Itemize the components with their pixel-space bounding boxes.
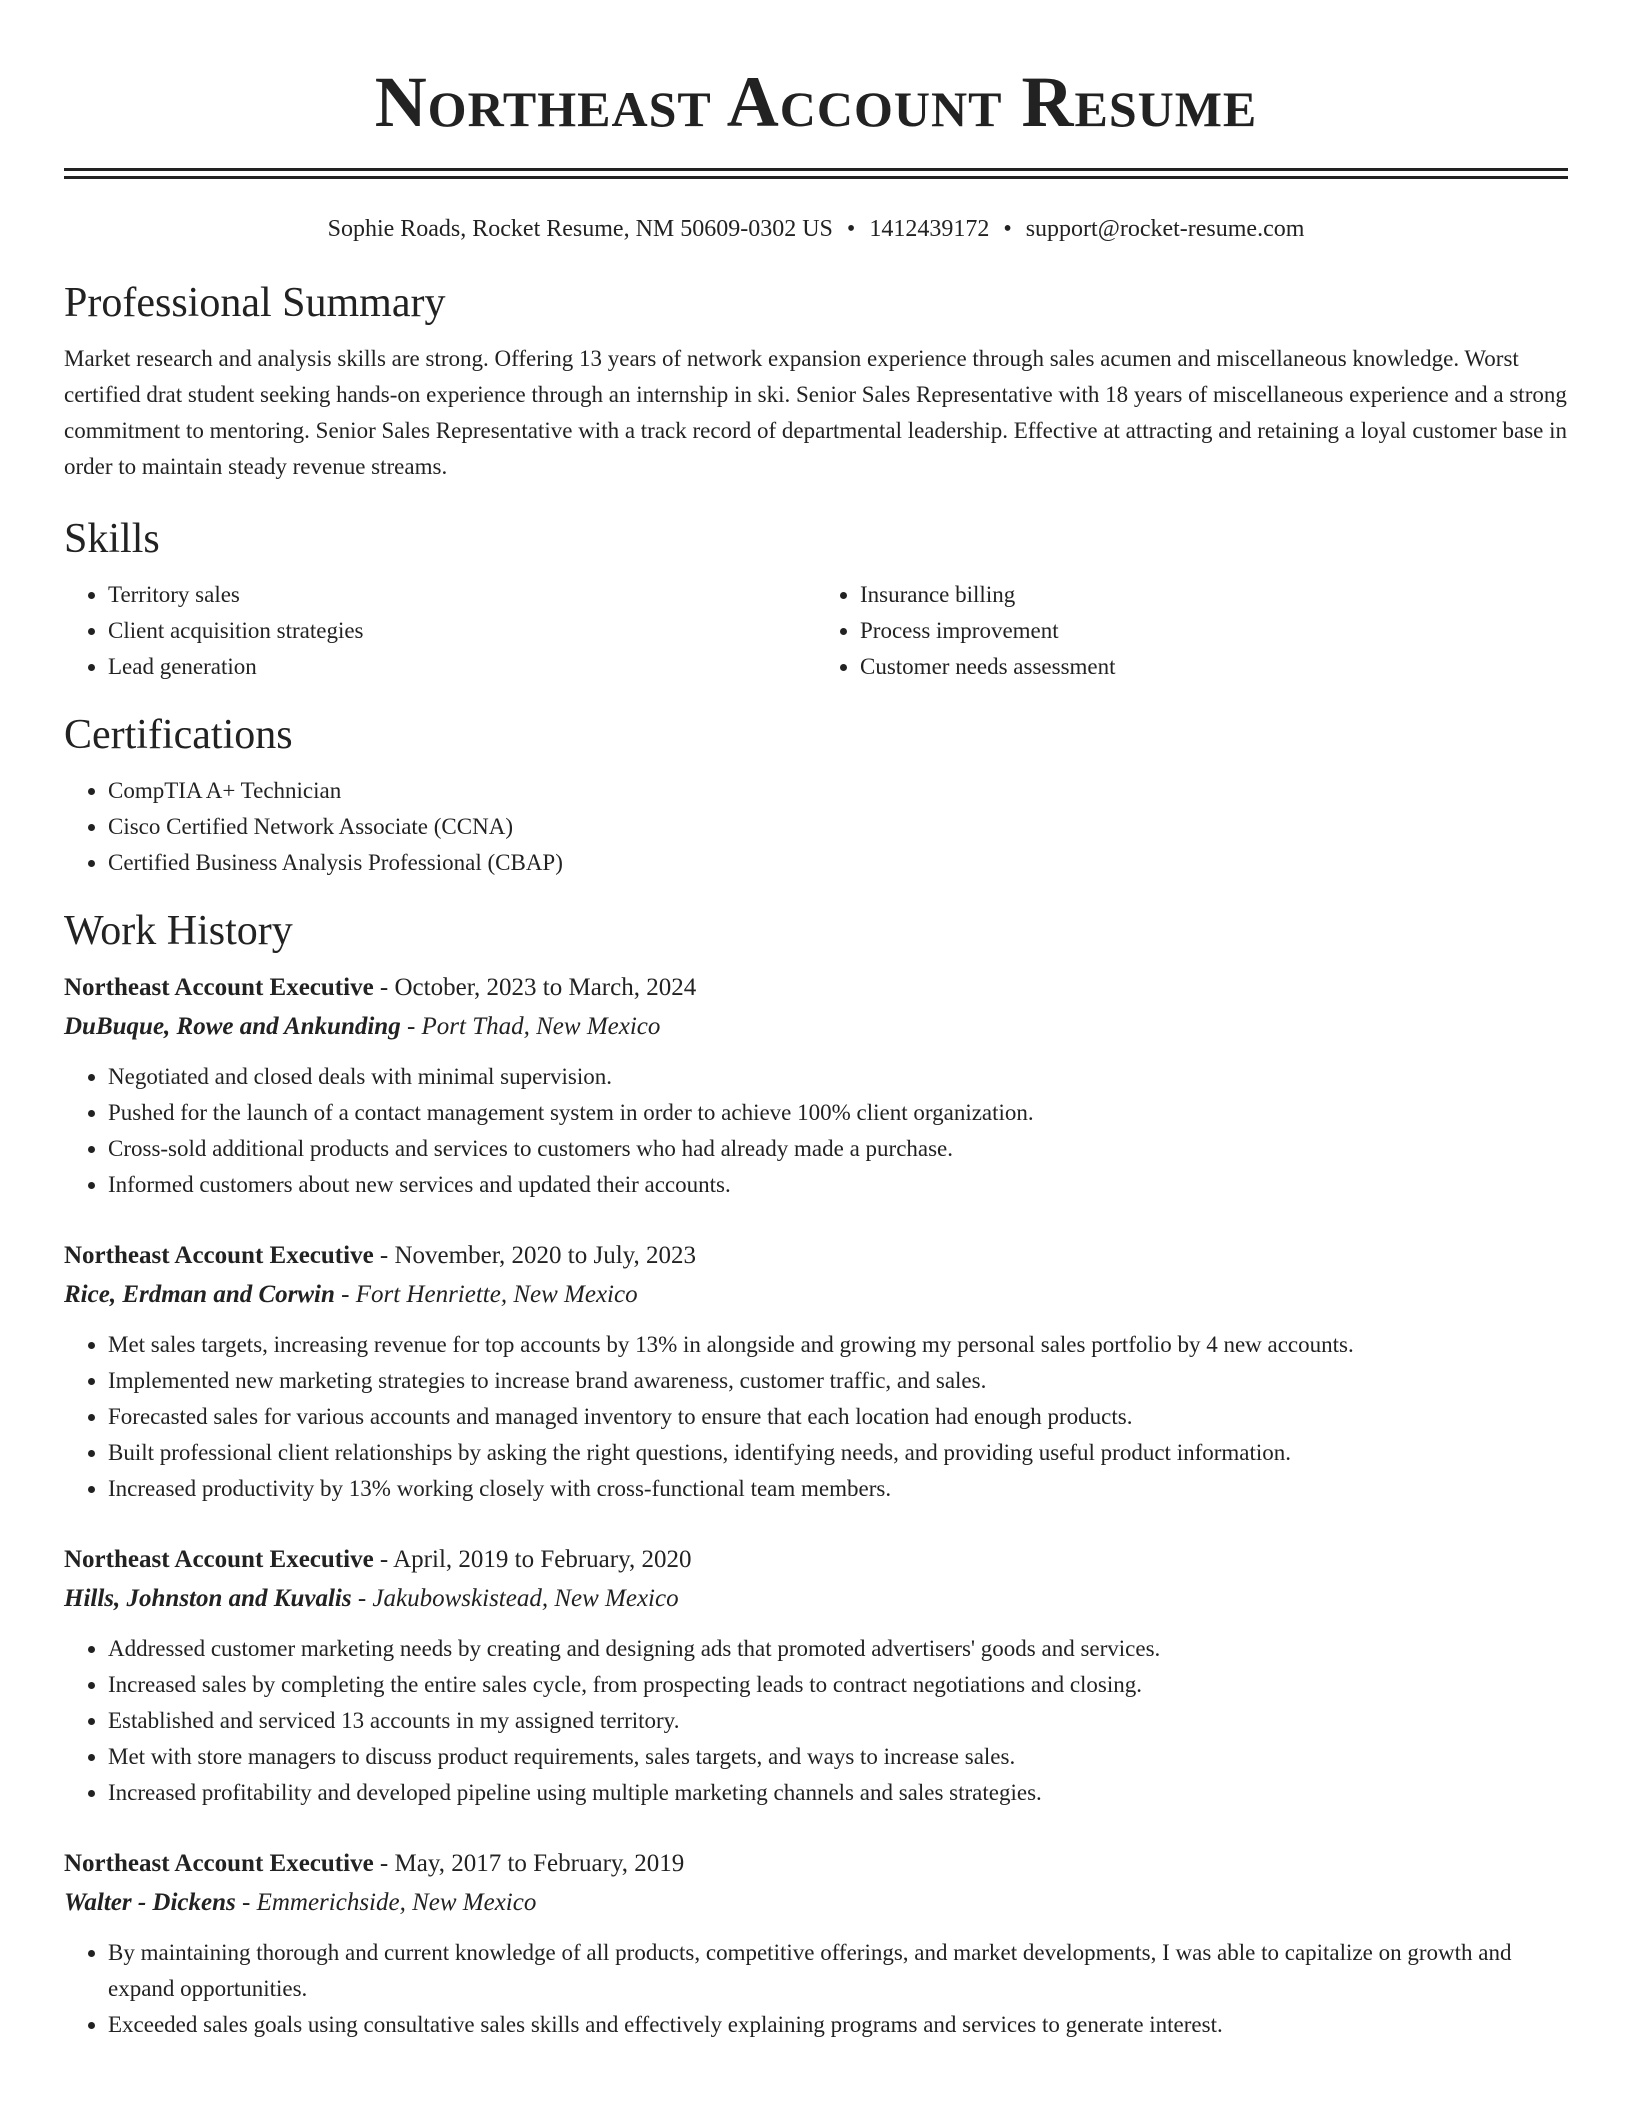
job-bullets — [64, 1059, 1568, 1203]
contact-email: support@rocket-resume.com — [1025, 216, 1305, 242]
skill-item: • Process improvement — [860, 613, 1568, 649]
job-bullet: • Increased productivity by 13% working closely with cross-functional team members. — [108, 1471, 1568, 1507]
job-title-line — [64, 1541, 1568, 1579]
job-bullet: • Implemented new marketing strategies to increase brand awareness, customer traffic, and sales. — [108, 1363, 1568, 1399]
job-entry — [64, 969, 1568, 1203]
job-bullet: • Exceeded sales goals using consultative sales skills and effectively explaining programs and services to generate interest. — [108, 2007, 1568, 2043]
skill-item: • Territory sales — [108, 577, 816, 613]
certification-item: • CompTIA A+ Technician — [108, 773, 1568, 809]
job-company: DuBuque, Rowe and Ankunding — [64, 1013, 401, 1040]
job-bullet: • Met sales targets, increasing revenue for top accounts by 13% in alongside and growing my personal sales portfolio by 4 new accounts. — [108, 1327, 1568, 1363]
skill-item: • Customer needs assessment — [860, 649, 1568, 685]
certification-item: • Cisco Certified Network Associate (CCNA) — [108, 809, 1568, 845]
job-role: Northeast Account Executive — [64, 1850, 374, 1877]
job-location: - Port Thad, New Mexico — [406, 1013, 661, 1040]
job-dates: - November, 2020 to July, 2023 — [379, 1242, 697, 1269]
job-dates: - May, 2017 to February, 2019 — [379, 1850, 685, 1877]
job-company-line — [64, 1579, 1568, 1619]
skill-item: • Lead generation — [108, 649, 816, 685]
job-bullet: • Addressed customer marketing needs by creating and designing ads that promoted advertisers' goods and services. — [108, 1631, 1568, 1667]
job-company-line — [64, 1007, 1568, 1047]
certification-item: • Certified Business Analysis Professional (CBAP) — [108, 845, 1568, 881]
summary-text: Market research and analysis skills are strong. Offering 13 years of network expansion experience through sales acumen and miscellaneous knowledge. Worst certified drat student seeking hands-on experience through an internship in ski. Senior Sales Representative with 18 years of miscellaneous experience and a strong commitment to mentoring. Senior Sales Representative with a track record of departmental leadership. Effective at attracting and retaining a loyal customer base in order to maintain steady revenue streams. — [64, 346, 1567, 479]
contact-address: Sophie Roads, Rocket Resume, NM 50609-0302 US — [327, 216, 833, 242]
job-bullets — [64, 1631, 1568, 1811]
job-entry — [64, 1237, 1568, 1507]
resume-title: Northeast Account Resume — [374, 62, 1258, 142]
job-company-line — [64, 1275, 1568, 1315]
contact-separator: • — [846, 216, 856, 242]
contact-line — [64, 213, 1568, 245]
contact-phone: 1412439172 — [869, 216, 990, 242]
job-entry — [64, 1845, 1568, 2043]
job-role: Northeast Account Executive — [64, 1242, 374, 1269]
job-location: - Fort Henriette, New Mexico — [341, 1281, 638, 1308]
job-company-line — [64, 1883, 1568, 1923]
job-bullet: • Pushed for the launch of a contact management system in order to achieve 100% client organization. — [108, 1095, 1568, 1131]
summary-heading: Professional Summary — [64, 280, 446, 326]
job-dates: - April, 2019 to February, 2020 — [379, 1546, 692, 1573]
job-bullets — [64, 1935, 1568, 2043]
contact-separator: • — [1003, 216, 1012, 242]
job-bullet: • Met with store managers to discuss product requirements, sales targets, and ways to increase sales. — [108, 1739, 1568, 1775]
job-bullet: • Increased sales by completing the entire sales cycle, from prospecting leads to contract negotiations and closing. — [108, 1667, 1568, 1703]
skills-list-right — [816, 577, 1568, 685]
skill-item: • Insurance billing — [860, 577, 1568, 613]
job-bullet: • Established and serviced 13 accounts in my assigned territory. — [108, 1703, 1568, 1739]
job-company: Walter - Dickens — [64, 1889, 236, 1916]
skill-item: • Client acquisition strategies — [108, 613, 816, 649]
job-role: Northeast Account Executive — [64, 974, 374, 1001]
work-history-heading: Work History — [64, 908, 293, 954]
job-company: Hills, Johnston and Kuvalis — [64, 1585, 352, 1612]
job-role: Northeast Account Executive — [64, 1546, 374, 1573]
certifications-list — [64, 773, 1568, 881]
job-dates: - October, 2023 to March, 2024 — [379, 974, 697, 1001]
job-bullet: • Informed customers about new services and updated their accounts. — [108, 1167, 1568, 1203]
job-title-line — [64, 1237, 1568, 1275]
skills-list-left — [64, 577, 816, 685]
skills-columns — [64, 577, 1568, 685]
job-location: - Emmerichside, New Mexico — [242, 1889, 537, 1916]
job-entry — [64, 1541, 1568, 1811]
job-bullet: • Forecasted sales for various accounts and managed inventory to ensure that each location had enough products. — [108, 1399, 1568, 1435]
job-bullet: • Built professional client relationships by asking the right questions, identifying needs, and providing useful product information. — [108, 1435, 1568, 1471]
job-bullets — [64, 1327, 1568, 1507]
job-bullet: • Increased profitability and developed pipeline using multiple marketing channels and sales strategies. — [108, 1775, 1568, 1811]
job-bullet: • Negotiated and closed deals with minimal supervision. — [108, 1059, 1568, 1095]
job-bullet: • Cross-sold additional products and services to customers who had already made a purchase. — [108, 1131, 1568, 1167]
skills-heading: Skills — [64, 516, 160, 562]
job-title-line — [64, 1845, 1568, 1883]
job-bullet: • By maintaining thorough and current knowledge of all products, competitive offerings, and market developments, I was able to capitalize on growth and expand opportunities. — [108, 1935, 1568, 2007]
job-location: - Jakubowskistead, New Mexico — [357, 1585, 679, 1612]
certifications-heading: Certifications — [64, 712, 293, 758]
job-title-line — [64, 969, 1568, 1007]
title-double-rule — [64, 168, 1568, 179]
job-company: Rice, Erdman and Corwin — [64, 1281, 335, 1308]
